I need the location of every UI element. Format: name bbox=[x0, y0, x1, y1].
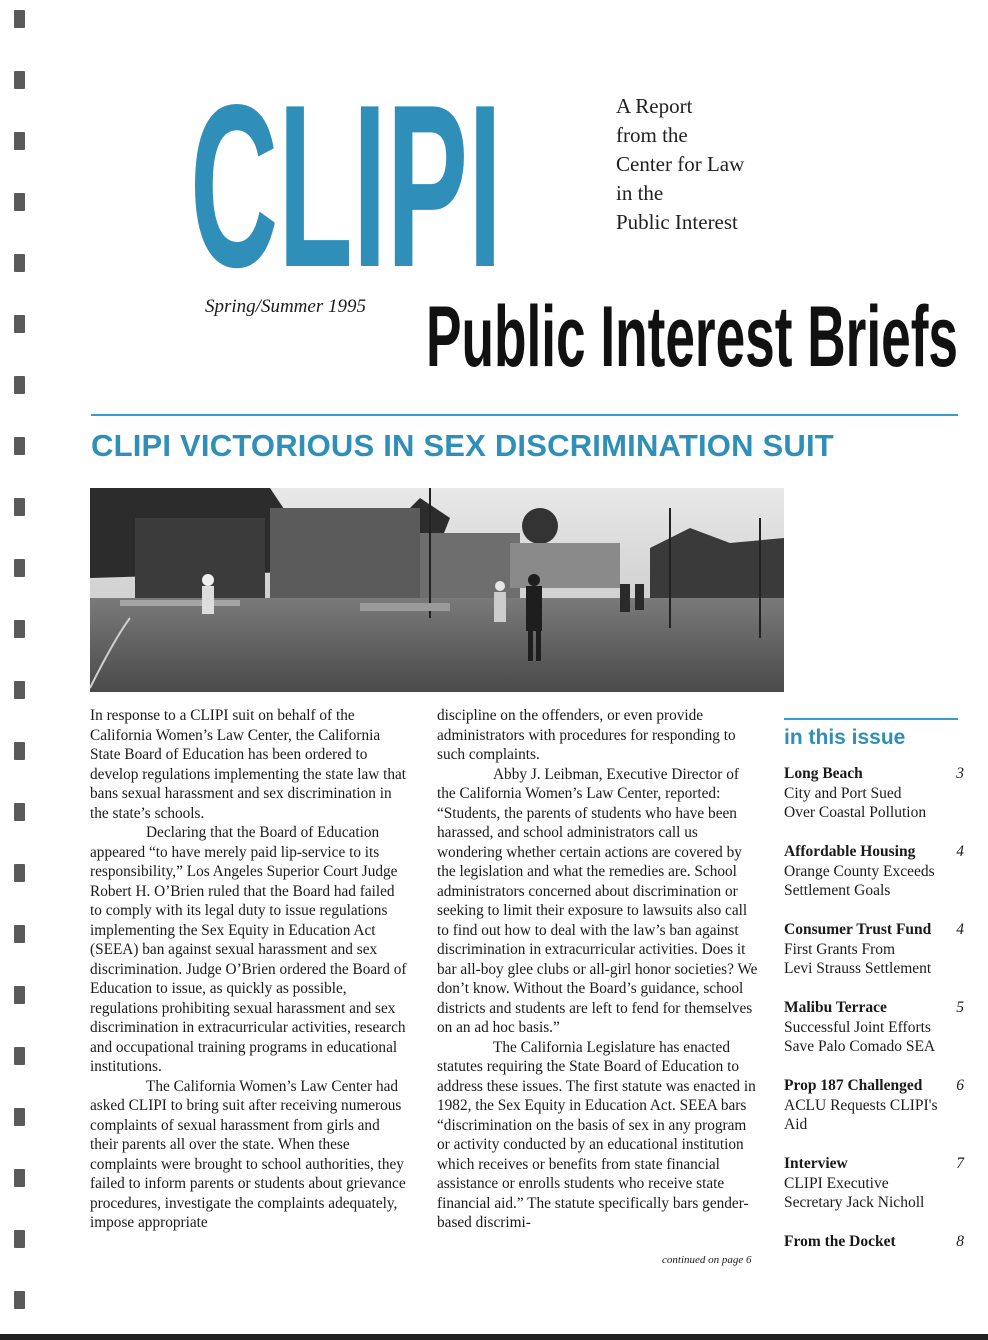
toc-heading: Malibu Terrace bbox=[784, 999, 887, 1016]
toc-heading: Prop 187 Challenged bbox=[784, 1077, 923, 1094]
tagline-line: Center for Law bbox=[616, 152, 745, 176]
toc-description: Aid bbox=[784, 1116, 808, 1133]
sidebar-divider bbox=[784, 718, 958, 720]
toc-heading: Affordable Housing bbox=[784, 843, 916, 860]
binder-hole bbox=[14, 193, 25, 211]
article-paragraph: The California Women’s Law Center had asked CLIPI to bring suit after receiving numerous complaints of sexual harassment from girls and their parents all over the state. When these complaints were brought to school authorities, they failed to inform parents or students about grievance procedures, investigate the complaints adequately, impose appropriate bbox=[90, 1077, 406, 1231]
binder-hole bbox=[14, 498, 25, 516]
continued-note: continued on page 6 bbox=[662, 1254, 752, 1266]
binder-hole bbox=[14, 1291, 25, 1309]
toc-item[interactable] bbox=[784, 1232, 964, 1256]
article-paragraph: Abby J. Leibman, Executive Director of the California Women’s Law Center, reported: “Students, the parents of students who have been harassed, and school administrators call us wondering whether certain actions are covered by the legislation and what the remedies are. School administrators concerned about discrimination or seeking to limit their exposure to lawsuits also call to find out how to deal with the law’s ban against discrimination in extracurricular activities. Does it bar all-boy glee clubs or all-girl honor societies? We don’t know. Without the Board’s guidance, school districts and students are left to fend for themselves on an ad hoc basis.” bbox=[437, 765, 758, 1036]
toc-description: Save Palo Comado SEA bbox=[784, 1038, 936, 1055]
binder-hole bbox=[14, 10, 25, 28]
binder-hole bbox=[14, 620, 25, 638]
toc-page-number: 5 bbox=[956, 999, 964, 1016]
toc-page-number: 6 bbox=[956, 1077, 964, 1094]
binder-hole bbox=[14, 376, 25, 394]
toc-description: Orange County Exceeds bbox=[784, 862, 935, 880]
binder-hole bbox=[14, 681, 25, 699]
toc-page-number: 8 bbox=[956, 1233, 964, 1250]
in-this-issue-sidebar bbox=[784, 718, 964, 1256]
toc-item[interactable] bbox=[784, 920, 964, 998]
binder-hole bbox=[14, 254, 25, 272]
binder-hole bbox=[14, 986, 25, 1004]
toc-page-number: 4 bbox=[956, 843, 964, 860]
toc-item[interactable] bbox=[784, 1154, 964, 1232]
binder-hole bbox=[14, 559, 25, 577]
article-column-2 bbox=[437, 706, 759, 1233]
toc-description: Successful Joint Efforts bbox=[784, 1018, 931, 1036]
article-photo bbox=[90, 488, 784, 692]
toc-page-number: 3 bbox=[956, 765, 964, 782]
article-paragraph: In response to a CLIPI suit on behalf of the California Women’s Law Center, the California State Board of Education has been ordered to develop regulations implementing the state law that bans sexual harassment and sex discrimination in the state’s schools. bbox=[90, 707, 407, 822]
tagline-line: A Report bbox=[616, 94, 693, 118]
toc-heading: Long Beach bbox=[784, 765, 863, 782]
toc-page-number: 4 bbox=[956, 921, 964, 938]
bottom-edge-rule bbox=[0, 1334, 988, 1340]
article-paragraph: The California Legislature has enacted statutes requiring the State Board of Education to address these issues. The first statute was enacted in 1982, the Sex Equity in Education Act. SEEA bars “discrimination on the basis of sex in any program or activity conducted by an educational institution which receives or benefits from state financial assistance or enrolls students who receive state financial aid.” The statute specifically bars gender-based discrimi- bbox=[437, 1038, 756, 1231]
toc-description: ACLU Requests CLIPI's bbox=[784, 1096, 938, 1114]
binder-hole bbox=[14, 925, 25, 943]
binder-hole bbox=[14, 132, 25, 150]
binder-hole bbox=[14, 1230, 25, 1248]
toc-description: Secretary Jack Nicholl bbox=[784, 1194, 925, 1211]
binder-hole bbox=[14, 1047, 25, 1065]
binder-hole bbox=[14, 437, 25, 455]
toc-description: Levi Strauss Settlement bbox=[784, 960, 932, 977]
binder-hole bbox=[14, 742, 25, 760]
sidebar-title: in this issue bbox=[784, 726, 906, 749]
toc-item[interactable] bbox=[784, 1076, 964, 1154]
article-paragraph: discipline on the offenders, or even provide administrators with procedures for responding to such complaints. bbox=[437, 707, 736, 763]
tagline-line: from the bbox=[616, 123, 688, 147]
tagline bbox=[616, 92, 744, 237]
clipi-logo bbox=[186, 80, 506, 275]
binder-hole bbox=[14, 71, 25, 89]
toc-description: City and Port Sued bbox=[784, 784, 902, 802]
toc-heading: From the Docket bbox=[784, 1233, 896, 1250]
toc-description: Over Coastal Pollution bbox=[784, 804, 927, 821]
article-paragraph: Declaring that the Board of Education appeared “to have merely paid lip-service to its responsibility,” Los Angeles Superior Court Judge Robert H. O’Brien ruled that the Board had failed to comply with its legal duty to issue regulations implementing the Sex Equity in Education Act (SEEA) ban against sexual harassment and sex discrimination. Judge O’Brien ordered the Board of Education to issue, as quickly as possible, regulations prohibiting sexual harassment and sex discrimination in extracurricular activities, research and occupational training programs in educational institutions. bbox=[90, 824, 407, 1075]
binder-hole bbox=[14, 1169, 25, 1187]
binder-hole bbox=[14, 1108, 25, 1126]
issue-date: Spring/Summer 1995 bbox=[205, 296, 366, 317]
header-divider bbox=[91, 414, 958, 416]
toc-item[interactable] bbox=[784, 842, 964, 920]
article-column-1 bbox=[90, 706, 408, 1233]
toc-heading: Consumer Trust Fund bbox=[784, 921, 932, 938]
tagline-line: in the bbox=[616, 181, 664, 205]
masthead-title bbox=[424, 286, 962, 396]
binder-holes bbox=[14, 0, 28, 1340]
binder-hole bbox=[14, 315, 25, 333]
toc-description: CLIPI Executive bbox=[784, 1174, 889, 1192]
toc-page-number: 7 bbox=[956, 1155, 964, 1172]
binder-hole bbox=[14, 803, 25, 821]
binder-hole bbox=[14, 864, 25, 882]
toc-item[interactable] bbox=[784, 764, 964, 842]
tagline-line: Public Interest bbox=[616, 210, 738, 234]
toc-item[interactable] bbox=[784, 998, 964, 1076]
toc-description: Settlement Goals bbox=[784, 882, 891, 899]
article-headline: CLIPI VICTORIOUS IN SEX DISCRIMINATION SUIT bbox=[91, 428, 834, 463]
svg-text:CLIPI: CLIPI bbox=[190, 80, 502, 275]
toc-heading: Interview bbox=[784, 1155, 848, 1172]
toc-description: First Grants From bbox=[784, 940, 896, 958]
svg-text:Public Interest Briefs: Public Interest Briefs bbox=[426, 289, 958, 385]
